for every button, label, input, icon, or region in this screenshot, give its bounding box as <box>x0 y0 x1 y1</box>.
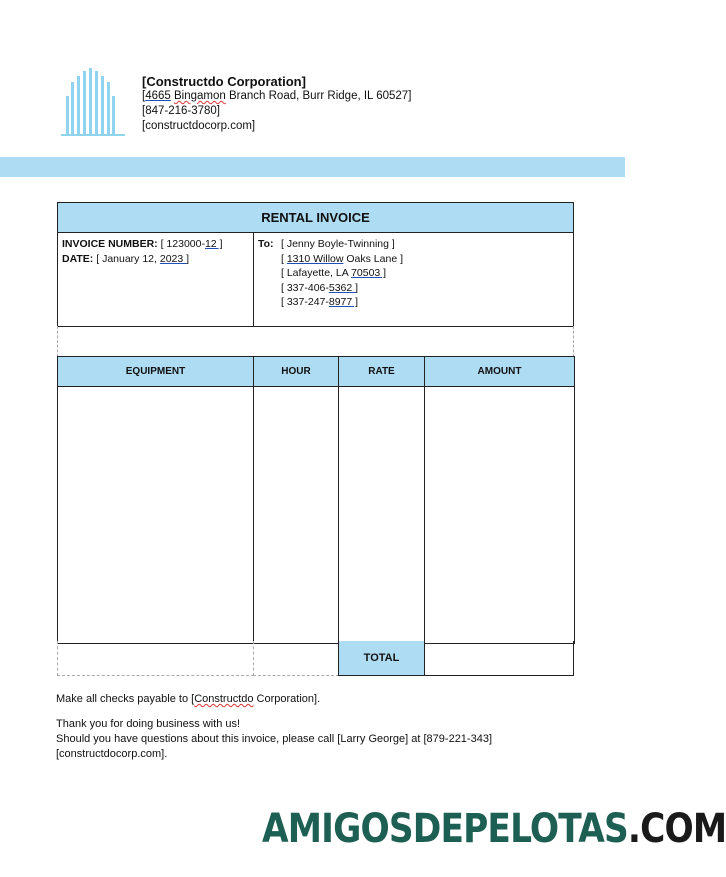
equipment-cell[interactable] <box>58 387 254 644</box>
bill-to <box>253 232 574 327</box>
col-hour: HOUR <box>254 357 339 387</box>
thanks-note: Thank you for doing business with us! <box>56 718 241 730</box>
spacer-row <box>57 326 574 357</box>
invoice-date: DATE: [ January 12, 2023 ] <box>62 252 190 265</box>
hour-cell[interactable] <box>254 387 339 644</box>
header-band <box>0 157 625 177</box>
company-address: [4665 Bingamon Branch Road, Burr Ridge, IL 60527] <box>142 90 412 102</box>
col-rate: RATE <box>339 357 425 387</box>
col-amount: AMOUNT <box>425 357 575 387</box>
total-label: TOTAL <box>338 641 425 676</box>
company-info <box>142 74 411 134</box>
rate-cell[interactable] <box>339 387 425 644</box>
invoice-title: RENTAL INVOICE <box>57 202 574 233</box>
invoice-notes <box>56 692 492 762</box>
items-table <box>57 356 575 644</box>
to-phone-2: [ 337-247-8977 ] <box>281 296 359 308</box>
questions-note: Should you have questions about this invoice, please call [Larry George] at [879-221-343] <box>56 733 492 745</box>
to-label: To: <box>258 238 274 250</box>
company-name: [Constructdo Corporation] <box>142 74 306 89</box>
to-address: [ 1310 Willow Oaks Lane ] <box>281 252 403 265</box>
footer-empty-1 <box>57 641 254 676</box>
to-city: [ Lafayette, LA 70503 ] <box>281 267 387 279</box>
watermark: AMIGOSDEPELOTAS.COM <box>262 806 726 852</box>
invoice-number: INVOICE NUMBER: [ 123000-12 ] <box>62 238 223 250</box>
company-website: [constructdocorp.com] <box>142 120 256 132</box>
payable-note: Make all checks payable to [Constructdo Corporation]. <box>56 693 321 705</box>
invoice-meta <box>57 232 254 327</box>
to-phone-1: [ 337-406-5362 ] <box>281 281 359 294</box>
to-name: [ Jenny Boyle-Twinning ] <box>281 238 395 250</box>
table-row <box>58 387 575 644</box>
company-phone: [847-216-3780] <box>142 105 221 117</box>
amount-cell[interactable] <box>425 387 575 644</box>
total-amount-cell[interactable] <box>424 641 574 676</box>
footer-empty-2 <box>253 641 339 676</box>
col-equipment: EQUIPMENT <box>58 357 254 387</box>
website-note: [constructdocorp.com]. <box>56 748 168 760</box>
building-logo-icon <box>55 68 127 138</box>
